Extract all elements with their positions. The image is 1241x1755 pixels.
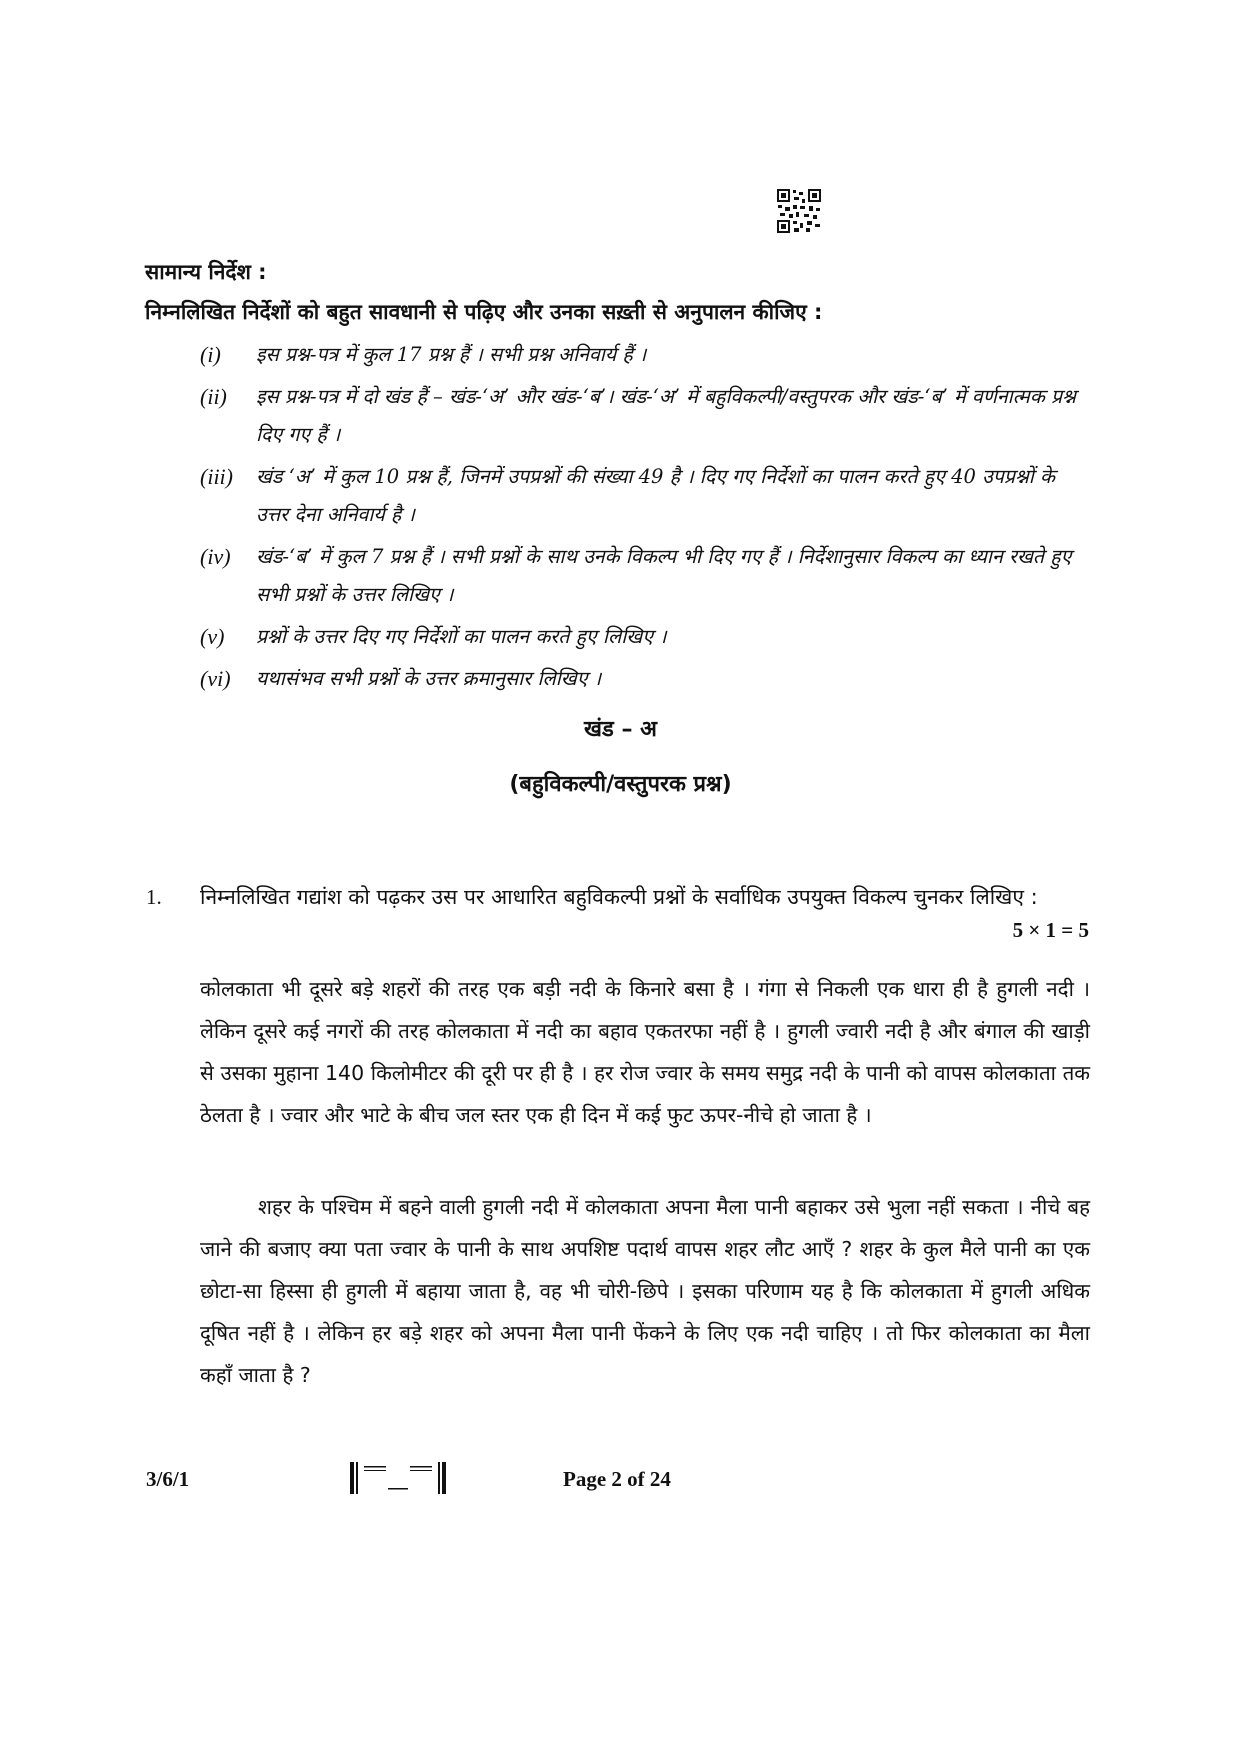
question-marks: 5 × 1 = 5 <box>1012 918 1089 942</box>
instruction-text: इस प्रश्न-पत्र में कुल 17 प्रश्न हैं । सभी प्रश्न अनिवार्य हैं । <box>256 343 647 366</box>
instruction-text: इस प्रश्न-पत्र में दो खंड हैं – खंड-‘अ’ और खंड-‘ब’। खंड-‘अ’ में बहुविकल्पी/वस्तुपरक और खंड-‘ब’ में वर्णनात्मक प्रश्न दिए गए हैं । <box>256 385 1076 446</box>
question-text: निम्नलिखित गद्यांश को पढ़कर उस पर आधारित बहुविकल्पी प्रश्नों के सर्वाधिक उपयुक्त विकल्प चुनकर लिखिए : <box>200 885 1038 909</box>
general-instructions-subheading: निम्नलिखित निर्देशों को बहुत सावधानी से पढ़िए और उनका सख़्ती से अनुपालन कीजिए : <box>145 300 823 324</box>
section-subtitle: (बहुविकल्पी/वस्तुपरक प्रश्न) <box>509 772 732 797</box>
instruction-item <box>200 458 1090 534</box>
instruction-item <box>200 660 1090 698</box>
instruction-item <box>200 336 1090 374</box>
instruction-number: (iii) <box>200 464 233 489</box>
instruction-number: (ii) <box>200 384 227 409</box>
instruction-text: खंड-‘ब’ में कुल 7 प्रश्न हैं । सभी प्रश्नों के साथ उनके विकल्प भी दिए गए हैं । निर्देशानुसार विकल्प का ध्यान रखते हुए सभी प्रश्नों के उत्तर लिखिए । <box>256 545 1072 606</box>
passage-paragraph-1: कोलकाता भी दूसरे बड़े शहरों की तरह एक बड़ी नदी के किनारे बसा है । गंगा से निकली एक धारा ही है हुगली नदी । लेकिन दूसरे कई नगरों की तरह कोलकाता में नदी का बहाव एकतरफा नहीं है । हुगली ज्वारी नदी है और बंगाल की खाड़ी से उसका मुहाना 140 किलोमीटर की दूरी पर ही है । हर रोज ज्वार के समय समुद्र नदी के पानी को वापस कोलकाता तक ठेलता है । ज्वार और भाटे के बीच जल स्तर एक ही दिन में कई फुट ऊपर-नीचे हो जाता है । <box>200 977 1090 1127</box>
instruction-text: यथासंभव सभी प्रश्नों के उत्तर क्रमानुसार लिखिए । <box>256 667 602 690</box>
passage-paragraph-2: शहर के पश्चिम में बहने वाली हुगली नदी में कोलकाता अपना मैला पानी बहाकर उसे भुला नहीं सकता । नीचे बह जाने की बजाए क्या पता ज्वार के पानी के साथ अपशिष्ट पदार्थ वापस शहर लौट आएँ ? शहर के कुल मैले पानी का एक छोटा-सा हिस्सा ही हुगली में बहाया जाता है, वह भी चोरी-छिपे । इसका परिणाम यह है कि कोलकाता में हुगली अधिक दूषित नहीं है । लेकिन हर बड़े शहर को अपना मैला पानी फेंकने के लिए एक नदी चाहिए । तो फिर कोलकाता का मैला कहाँ जाता है ? <box>200 1195 1090 1387</box>
page-number: Page 2 of 24 <box>563 1467 671 1491</box>
instruction-number: (vi) <box>200 666 231 691</box>
question-number: 1. <box>146 885 162 909</box>
section-title: खंड – अ <box>584 717 657 742</box>
instruction-text: प्रश्नों के उत्तर दिए गए निर्देशों का पालन करते हुए लिखिए । <box>256 625 667 648</box>
paper-code: 3/6/1 <box>146 1467 190 1491</box>
instruction-number: (v) <box>200 624 225 649</box>
instruction-item <box>200 618 1090 656</box>
barcode-icon <box>350 1462 446 1494</box>
instruction-number: (iv) <box>200 544 231 569</box>
instructions-list <box>200 336 1090 702</box>
general-instructions-heading: सामान्य निर्देश : <box>145 260 267 284</box>
instruction-number: (i) <box>200 342 221 367</box>
qr-code-icon <box>776 188 822 234</box>
instruction-item <box>200 538 1090 614</box>
instruction-text: खंड ‘अ’ में कुल 10 प्रश्न हैं, जिनमें उपप्रश्नों की संख्या 49 है । दिए गए निर्देशों का पालन करते हुए 40 उपप्रश्नों के उत्तर देना अनिवार्य है । <box>256 465 1055 526</box>
instruction-item <box>200 378 1090 454</box>
